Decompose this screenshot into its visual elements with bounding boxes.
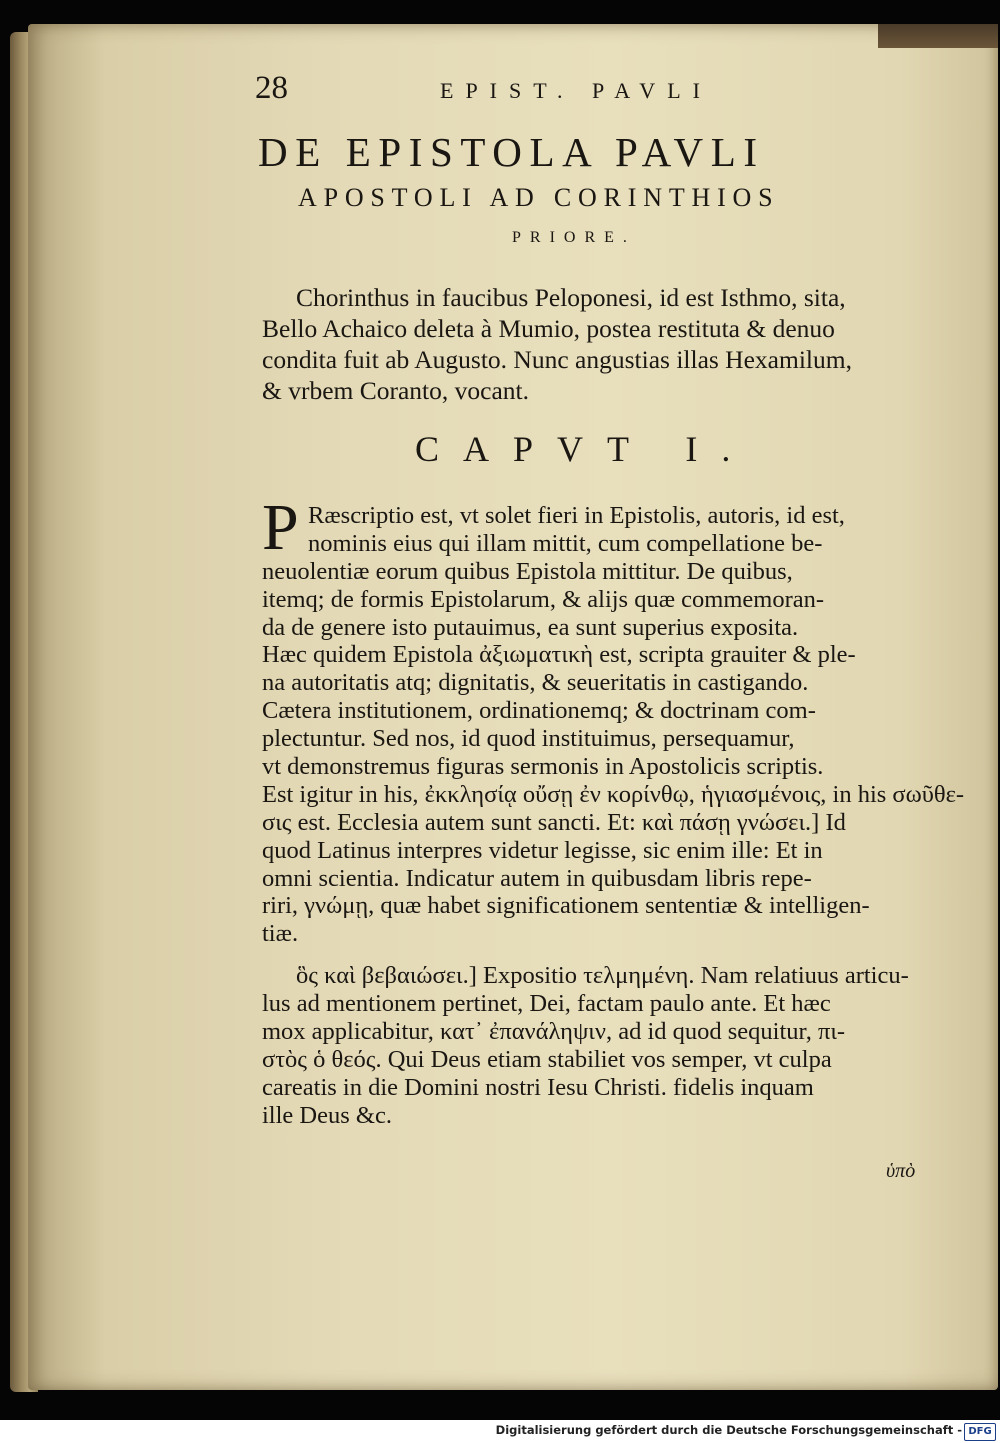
- body-line: lus ad mentionem pertinet, Dei, factam paulo ante. Et hæc: [262, 990, 831, 1018]
- body-line: plectuntur. Sed nos, id quod instituimus, persequamur,: [262, 725, 795, 753]
- chapter-heading: CAPVT I.: [415, 429, 755, 469]
- body-line: neuolentiæ eorum quibus Epistola mittitur. De quibus,: [262, 557, 793, 585]
- page-number: 28: [255, 70, 288, 106]
- title-line-3: PRIORE.: [512, 229, 636, 246]
- intro-line: Bello Achaico deleta à Mumio, postea restituta & denuo: [262, 314, 835, 343]
- intro-line: condita fuit ab Augusto. Nunc angustias illas Hexamilum,: [262, 345, 852, 374]
- body-line: Ræscriptio est, vt solet fieri in Epistolis, autoris, id est,: [308, 502, 845, 529]
- digitization-footer: [0, 1420, 1000, 1443]
- title-line-2: APOSTOLI AD CORINTHIOS: [298, 183, 780, 212]
- body-line: ille Deus &c.: [262, 1101, 392, 1129]
- body-line: omni scientia. Indicatur autem in quibusdam libris repe-: [262, 864, 812, 892]
- body-line: itemq; de formis Epistolarum, & alijs quæ commemoran-: [262, 585, 825, 613]
- drop-capital: P: [262, 491, 299, 564]
- body-line: mox applicabitur, κατ᾽ ἐπανάληψιν, ad id quod sequitur, πι-: [262, 1018, 846, 1046]
- body-line: Hæc quidem Epistola ἀξιωματικὴ est, scripta grauiter & ple-: [262, 641, 856, 669]
- dfg-logo: DFG: [964, 1423, 996, 1441]
- body-line: tiæ.: [262, 920, 299, 948]
- body-line: riri, γνώμῃ, quæ habet significationem sententiæ & intelligen-: [262, 892, 870, 920]
- intro-line: Chorinthus in faucibus Peloponesi, id est Isthmo, sita,: [296, 283, 846, 312]
- body-line: da de genere isto putauimus, ea sunt superius exposita.: [262, 613, 799, 641]
- paragraph-gap: [262, 948, 952, 962]
- page-corner: [878, 24, 998, 48]
- body-line: vt demonstremus figuras sermonis in Apostolicis scriptis.: [262, 753, 824, 781]
- body-line: Cætera institutionem, ordinationemq; & doctrinam com-: [262, 697, 816, 725]
- body-line: Est igitur in his, ἐκκλησίᾳ οὔσῃ ἐν κορίνθῳ, ἡγιασμένοις, in his σωῦθε-: [262, 780, 965, 808]
- title-line-1: DE EPISTOLA PAVLI: [258, 129, 765, 175]
- running-head-title: EPIST. PAVLI: [440, 78, 712, 103]
- body-line: ὃς καὶ βεβαιώσει.] Expositio τελμημένη. Nam relatiuus articu-: [296, 962, 909, 990]
- body-line: στὸς ὁ θεός. Qui Deus etiam stabiliet vos semper, vt culpa: [262, 1045, 832, 1073]
- body-line: σις est. Ecclesia autem sunt sancti. Et: καὶ πάσῃ γνώσει.] Id: [262, 808, 846, 836]
- intro-paragraph: [262, 282, 952, 406]
- catchword: ὑπὸ: [886, 1160, 916, 1182]
- intro-line: & vrbem Coranto, vocant.: [262, 376, 529, 405]
- chapter-body: [262, 491, 965, 1130]
- body-line: careatis in die Domini nostri Iesu Christi. fidelis inquam: [262, 1073, 814, 1101]
- funding-notice: Digitalisierung gefördert durch die Deutsche Forschungsgemeinschaft -: [495, 1423, 962, 1437]
- body-line: na autoritatis atq; dignitatis, & seueritatis in castigando.: [262, 669, 809, 697]
- running-head: [255, 70, 955, 110]
- body-line: nominis eius qui illam mittit, cum compellatione be-: [308, 529, 823, 557]
- body-line: quod Latinus interpres videtur legisse, sic enim ille: Et in: [262, 836, 823, 864]
